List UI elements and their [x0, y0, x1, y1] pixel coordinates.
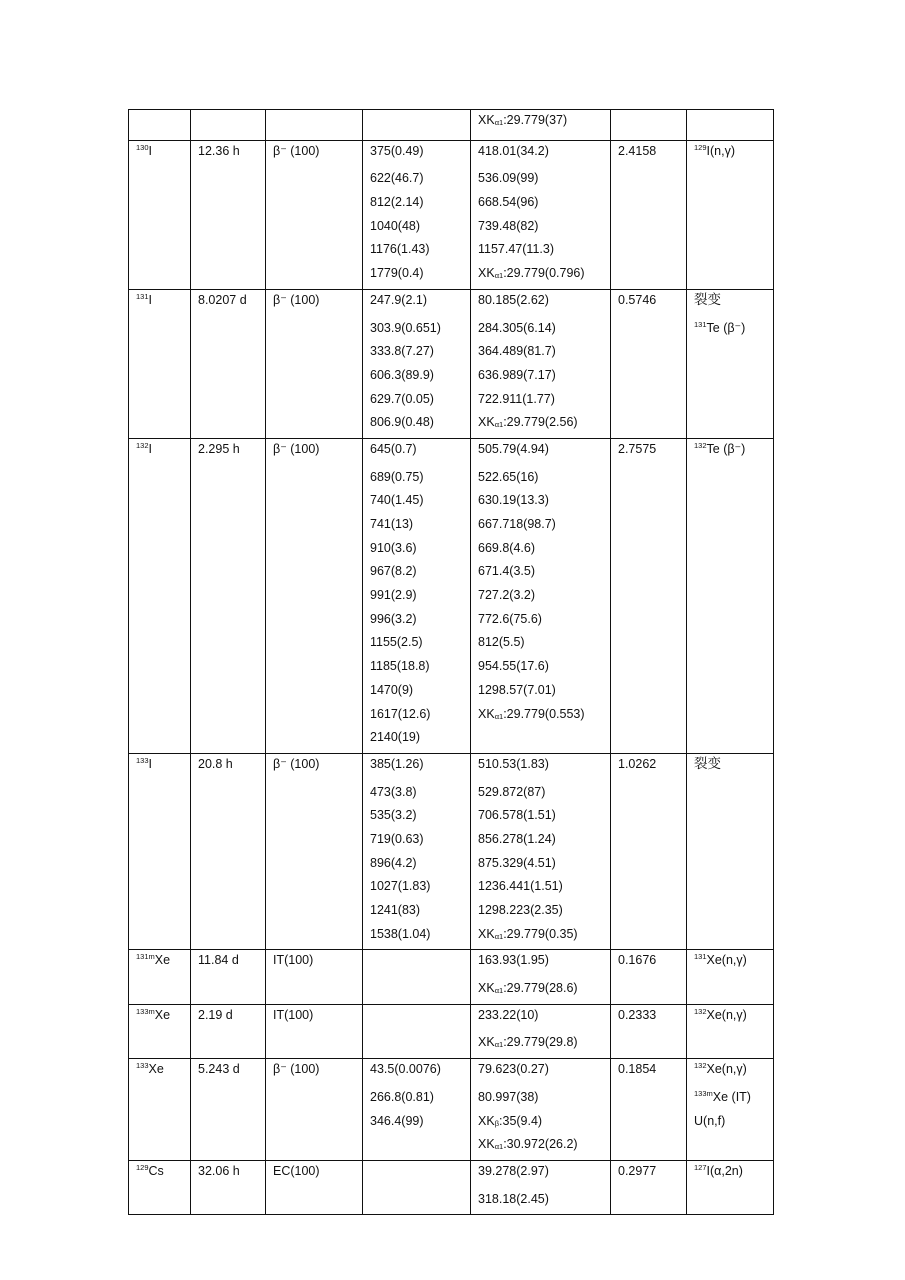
nuclide-row [129, 289, 774, 438]
gamma-value: 722.911(1.77) [478, 391, 555, 406]
gamma-line [478, 1062, 610, 1086]
gamma-value: 739.48(82) [478, 218, 539, 233]
half-life-cell [191, 1160, 266, 1214]
decay-mode-cell [266, 1160, 363, 1214]
element-symbol: Cs [148, 1163, 164, 1178]
decay-mode-cell [266, 1059, 363, 1161]
nuclide-label [129, 1059, 190, 1089]
gamma-value: 505.79(4.94) [478, 441, 549, 456]
xray-prefix: XK [478, 1113, 495, 1128]
nuclide-label [129, 110, 190, 116]
nuclide-cell [129, 1059, 191, 1161]
beta-energy: 910(3.6) [370, 540, 417, 555]
half-life-cell [191, 950, 266, 1004]
decay-mode-cell [266, 140, 363, 289]
target-mass-number: 131 [694, 319, 707, 329]
xray-subscript: α1 [494, 1040, 504, 1050]
beta-energy-cell [363, 110, 471, 141]
q-value-cell [611, 1160, 687, 1214]
gamma-line [478, 899, 610, 923]
nuclide-row [129, 1059, 774, 1161]
element-symbol: I [148, 756, 152, 771]
decay-mode: IT(100) [273, 1007, 314, 1022]
gamma-value: 669.8(4.6) [478, 540, 535, 555]
q-value: 0.5746 [618, 292, 657, 307]
half-life: 2.19 d [198, 1007, 233, 1022]
production-text: 裂变 [694, 755, 721, 772]
xray-line [478, 1031, 610, 1055]
beta-energy: 1538(1.04) [370, 926, 431, 941]
production-text: Xe(n,γ) [706, 1007, 747, 1022]
q-value: 1.0262 [618, 756, 657, 771]
nuclide-row [129, 950, 774, 1004]
decay-mode-cell [266, 289, 363, 438]
production-cell [687, 1059, 774, 1161]
production-cell [687, 1160, 774, 1214]
gamma-line [478, 317, 610, 341]
half-life-cell [191, 110, 266, 141]
gamma-line [478, 364, 610, 388]
gamma-line-cell [471, 289, 611, 438]
decay-mode-cell [266, 1004, 363, 1058]
xray-subscript: α1 [494, 1142, 504, 1152]
decay-mode-cell [266, 110, 363, 141]
gamma-line [478, 144, 610, 168]
nuclide-label [129, 950, 190, 980]
nuclide-table [128, 109, 774, 1215]
gamma-value: 772.6(75.6) [478, 611, 542, 626]
gamma-value: 636.989(7.17) [478, 367, 556, 382]
xray-line [478, 1110, 610, 1134]
gamma-line [478, 852, 610, 876]
gamma-line [478, 655, 610, 679]
gamma-line-cell [471, 1160, 611, 1214]
beta-energy: 812(2.14) [370, 195, 424, 210]
nuclide-row [129, 110, 774, 141]
production-cell [687, 110, 774, 141]
gamma-value: 671.4(3.5) [478, 564, 535, 579]
mass-number: 133 [136, 1061, 149, 1071]
production-route [694, 317, 773, 341]
element-symbol: I [148, 292, 152, 307]
gamma-value: 1298.57(7.01) [478, 682, 556, 697]
gamma-line [478, 1188, 610, 1212]
xray-prefix: XK [478, 1137, 495, 1152]
production-text: Xe(n,γ) [706, 1062, 747, 1077]
beta-energy: 1470(9) [370, 682, 414, 697]
xray-value: :29.779(0.35) [503, 926, 578, 941]
gamma-line [478, 1086, 610, 1110]
gamma-line-cell [471, 1059, 611, 1161]
beta-energy: 645(0.7) [370, 441, 417, 456]
gamma-line [478, 757, 610, 781]
production-text: Te (β⁻) [706, 320, 746, 335]
beta-energy-cell [363, 289, 471, 438]
gamma-line [478, 679, 610, 703]
q-value: 0.1676 [618, 953, 657, 968]
half-life-cell [191, 289, 266, 438]
beta-energy-cell [363, 1004, 471, 1058]
xray-prefix: XK [478, 926, 495, 941]
gamma-value: 522.65(16) [478, 469, 539, 484]
decay-mode-cell [266, 438, 363, 753]
gamma-line [478, 191, 610, 215]
gamma-value: 318.18(2.45) [478, 1191, 549, 1206]
beta-energy: 1617(12.6) [370, 706, 431, 721]
mass-number: 133m [136, 1006, 155, 1016]
nuclide-cell [129, 110, 191, 141]
half-life-cell [191, 1004, 266, 1058]
xray-value: :30.972(26.2) [503, 1137, 578, 1152]
gamma-line [478, 875, 610, 899]
production-route [694, 1164, 773, 1188]
production-route [694, 293, 773, 317]
gamma-line-cell [471, 140, 611, 289]
q-value-cell [611, 950, 687, 1004]
nuclide-cell [129, 753, 191, 950]
beta-energy: 1027(1.83) [370, 879, 431, 894]
gamma-value: 284.305(6.14) [478, 320, 556, 335]
beta-energy: 606.3(89.9) [370, 367, 434, 382]
gamma-line [478, 537, 610, 561]
gamma-value: 668.54(96) [478, 195, 539, 210]
gamma-value: 39.278(2.97) [478, 1163, 549, 1178]
xray-value: :29.779(28.6) [503, 981, 578, 996]
gamma-line [478, 215, 610, 239]
xray-line [478, 923, 610, 947]
beta-energy: 333.8(7.27) [370, 344, 434, 359]
beta-energy-cell [363, 1059, 471, 1161]
target-mass-number: 132 [694, 440, 707, 450]
target-mass-number: 133m [694, 1088, 713, 1098]
xray-prefix: XK [478, 266, 495, 281]
half-life: 11.84 d [198, 953, 239, 968]
xray-prefix: XK [478, 981, 495, 996]
production-route [694, 1086, 773, 1110]
production-text: U(n,f) [694, 1113, 726, 1128]
gamma-line [478, 466, 610, 490]
q-value-cell [611, 110, 687, 141]
xray-line [478, 1133, 610, 1157]
xray-prefix: XK [478, 1035, 495, 1050]
nuclide-cell [129, 1004, 191, 1058]
element-symbol: Xe [154, 1007, 171, 1022]
production-route [694, 442, 773, 466]
q-value-cell [611, 438, 687, 753]
beta-energy: 996(3.2) [370, 611, 417, 626]
nuclide-label [129, 290, 190, 320]
xray-value: :29.779(0.796) [503, 266, 585, 281]
nuclide-label [129, 439, 190, 469]
beta-energy: 303.9(0.651) [370, 320, 441, 335]
nuclide-row [129, 1160, 774, 1214]
decay-mode: β⁻ (100) [273, 143, 320, 158]
decay-mode-cell [266, 753, 363, 950]
xray-line [478, 703, 610, 727]
beta-energy: 629.7(0.05) [370, 391, 434, 406]
q-value-cell [611, 140, 687, 289]
half-life-cell [191, 1059, 266, 1161]
production-text: I(n,γ) [706, 143, 735, 158]
beta-energy: 43.5(0.0076) [370, 1062, 441, 1077]
mass-number: 131m [136, 952, 155, 962]
gamma-value: 630.19(13.3) [478, 493, 549, 508]
gamma-line-cell [471, 753, 611, 950]
gamma-line [478, 828, 610, 852]
xray-value: :35(9.4) [499, 1113, 543, 1128]
half-life: 5.243 d [198, 1062, 240, 1077]
gamma-line [478, 1008, 610, 1032]
nuclide-cell [129, 438, 191, 753]
half-life: 20.8 h [198, 756, 233, 771]
production-text: Te (β⁻) [706, 441, 746, 456]
gamma-line [478, 293, 610, 317]
half-life: 8.0207 d [198, 292, 247, 307]
target-mass-number: 131 [694, 952, 707, 962]
xray-subscript: α1 [494, 271, 504, 281]
gamma-value: 706.578(1.51) [478, 808, 556, 823]
nuclide-cell [129, 289, 191, 438]
gamma-line [478, 388, 610, 412]
element-symbol: Xe [148, 1062, 164, 1077]
beta-energy: 247.9(2.1) [370, 292, 427, 307]
half-life-cell [191, 140, 266, 289]
production-route [694, 1062, 773, 1086]
production-cell [687, 289, 774, 438]
gamma-value: 727.2(3.2) [478, 588, 535, 603]
xray-line [478, 262, 610, 286]
beta-energy: 535(3.2) [370, 808, 417, 823]
xray-subscript: α1 [494, 931, 504, 941]
production-text: 裂变 [694, 291, 721, 308]
beta-energy: 1779(0.4) [370, 266, 424, 281]
q-value: 2.4158 [618, 143, 657, 158]
gamma-line [478, 953, 610, 977]
beta-energy: 1185(18.8) [370, 659, 430, 674]
beta-energy: 741(13) [370, 517, 414, 531]
nuclide-label [129, 1161, 190, 1191]
beta-energy: 806.9(0.48) [370, 415, 434, 430]
gamma-line-cell [471, 438, 611, 753]
element-symbol: I [148, 441, 152, 456]
production-text: Xe (IT) [712, 1089, 751, 1104]
q-value: 0.2333 [618, 1007, 657, 1022]
gamma-value: 954.55(17.6) [478, 659, 549, 674]
gamma-value: 1236.441(1.51) [478, 879, 563, 894]
production-route [694, 1110, 773, 1134]
gamma-value: 875.329(4.51) [478, 855, 556, 870]
production-cell [687, 1004, 774, 1058]
target-mass-number: 132 [694, 1006, 707, 1016]
nuclide-label [129, 1005, 190, 1035]
production-route [694, 757, 773, 781]
beta-energy: 991(2.9) [370, 588, 417, 603]
beta-energy: 375(0.49) [370, 143, 424, 158]
gamma-line [478, 781, 610, 805]
decay-mode: EC(100) [273, 1163, 320, 1178]
gamma-value: 79.623(0.27) [478, 1062, 549, 1077]
gamma-line-cell [471, 110, 611, 141]
element-symbol: I [148, 143, 152, 158]
beta-energy: 266.8(0.81) [370, 1089, 434, 1104]
xray-line [478, 411, 610, 435]
xray-line [478, 977, 610, 1001]
production-text: I(α,2n) [706, 1163, 743, 1178]
beta-energy: 385(1.26) [370, 756, 424, 771]
gamma-value: 667.718(98.7) [478, 517, 556, 531]
target-mass-number: 129 [694, 142, 707, 152]
production-cell [687, 438, 774, 753]
gamma-line [478, 442, 610, 466]
beta-energy: 2140(19) [370, 730, 421, 745]
decay-mode: β⁻ (100) [273, 756, 320, 771]
xray-prefix: XK [478, 415, 495, 430]
xray-value: :29.779(37) [503, 113, 568, 127]
q-value-cell [611, 753, 687, 950]
gamma-line [478, 489, 610, 513]
beta-energy: 346.4(99) [370, 1113, 424, 1128]
gamma-value: 163.93(1.95) [478, 953, 549, 968]
half-life-cell [191, 753, 266, 950]
gamma-value: 233.22(10) [478, 1007, 539, 1022]
q-value: 2.7575 [618, 441, 657, 456]
production-cell [687, 140, 774, 289]
gamma-line [478, 513, 610, 537]
beta-energy: 1155(2.5) [370, 635, 423, 650]
nuclide-cell [129, 1160, 191, 1214]
xray-prefix: XK [478, 113, 495, 127]
xray-value: :29.779(0.553) [503, 706, 585, 721]
beta-energy-cell [363, 753, 471, 950]
xray-subscript: α1 [494, 118, 504, 127]
beta-energy: 1040(48) [370, 218, 421, 233]
nuclide-row [129, 438, 774, 753]
nuclide-row [129, 753, 774, 950]
gamma-line [478, 340, 610, 364]
beta-energy: 473(3.8) [370, 784, 417, 799]
beta-energy: 1241(83) [370, 903, 421, 917]
xray-subscript: α1 [494, 420, 504, 430]
q-value-cell [611, 289, 687, 438]
decay-mode-cell [266, 950, 363, 1004]
beta-energy-cell [363, 1160, 471, 1214]
q-value: 0.1854 [618, 1062, 657, 1077]
beta-energy: 740(1.45) [370, 493, 424, 508]
nuclide-label [129, 141, 190, 171]
gamma-value: 80.997(38) [478, 1089, 539, 1104]
beta-energy: 719(0.63) [370, 831, 424, 846]
mass-number: 132 [136, 440, 149, 450]
xray-subscript: α1 [494, 711, 504, 721]
gamma-value: 418.01(34.2) [478, 143, 549, 158]
gamma-line-cell [471, 950, 611, 1004]
decay-mode: β⁻ (100) [273, 1062, 320, 1077]
production-cell [687, 753, 774, 950]
beta-energy: 689(0.75) [370, 469, 424, 484]
q-value: 0.2977 [618, 1163, 657, 1178]
production-cell [687, 950, 774, 1004]
xray-value: :29.779(2.56) [503, 415, 578, 430]
target-mass-number: 127 [694, 1162, 707, 1172]
nuclide-row [129, 140, 774, 289]
mass-number: 129 [136, 1162, 149, 1172]
xray-subscript: α1 [494, 986, 504, 996]
decay-mode: IT(100) [273, 953, 314, 968]
gamma-value: 80.185(2.62) [478, 292, 549, 307]
production-route [694, 1008, 773, 1032]
gamma-line [478, 238, 610, 262]
xray-line [478, 113, 610, 137]
q-value-cell [611, 1004, 687, 1058]
half-life: 32.06 h [198, 1163, 240, 1178]
gamma-value: 529.872(87) [478, 784, 546, 799]
gamma-line [478, 584, 610, 608]
mass-number: 130 [136, 142, 149, 152]
production-route [694, 144, 773, 168]
gamma-value: 536.09(99) [478, 171, 539, 186]
element-symbol: Xe [154, 953, 171, 968]
nuclide-row [129, 1004, 774, 1058]
decay-mode: β⁻ (100) [273, 441, 320, 456]
beta-energy-cell [363, 438, 471, 753]
gamma-value: 1298.223(2.35) [478, 903, 563, 917]
gamma-line [478, 608, 610, 632]
production-route [694, 953, 773, 977]
decay-mode: β⁻ (100) [273, 292, 320, 307]
gamma-value: 856.278(1.24) [478, 831, 556, 846]
beta-energy: 1176(1.43) [370, 242, 430, 257]
gamma-value: 510.53(1.83) [478, 756, 549, 771]
xray-prefix: XK [478, 706, 495, 721]
beta-energy: 622(46.7) [370, 171, 424, 186]
half-life: 12.36 h [198, 143, 240, 158]
beta-energy-cell [363, 140, 471, 289]
nuclide-cell [129, 140, 191, 289]
production-text: Xe(n,γ) [706, 953, 747, 968]
mass-number: 133 [136, 755, 149, 765]
xray-value: :29.779(29.8) [503, 1035, 578, 1050]
gamma-line-cell [471, 1004, 611, 1058]
gamma-line [478, 1164, 610, 1188]
beta-energy-cell [363, 950, 471, 1004]
nuclide-cell [129, 950, 191, 1004]
gamma-line [478, 167, 610, 191]
beta-energy: 967(8.2) [370, 564, 417, 579]
mass-number: 131 [136, 291, 149, 301]
gamma-value: 1157.47(11.3) [478, 242, 554, 257]
half-life-cell [191, 438, 266, 753]
nuclide-label [129, 754, 190, 784]
gamma-value: 364.489(81.7) [478, 344, 556, 359]
gamma-line [478, 804, 610, 828]
xray-subscript: β [494, 1118, 500, 1128]
target-mass-number: 132 [694, 1061, 707, 1071]
beta-energy: 896(4.2) [370, 855, 417, 870]
gamma-value: 812(5.5) [478, 635, 525, 650]
q-value-cell [611, 1059, 687, 1161]
half-life: 2.295 h [198, 441, 240, 456]
gamma-line [478, 560, 610, 584]
gamma-line [478, 631, 610, 655]
